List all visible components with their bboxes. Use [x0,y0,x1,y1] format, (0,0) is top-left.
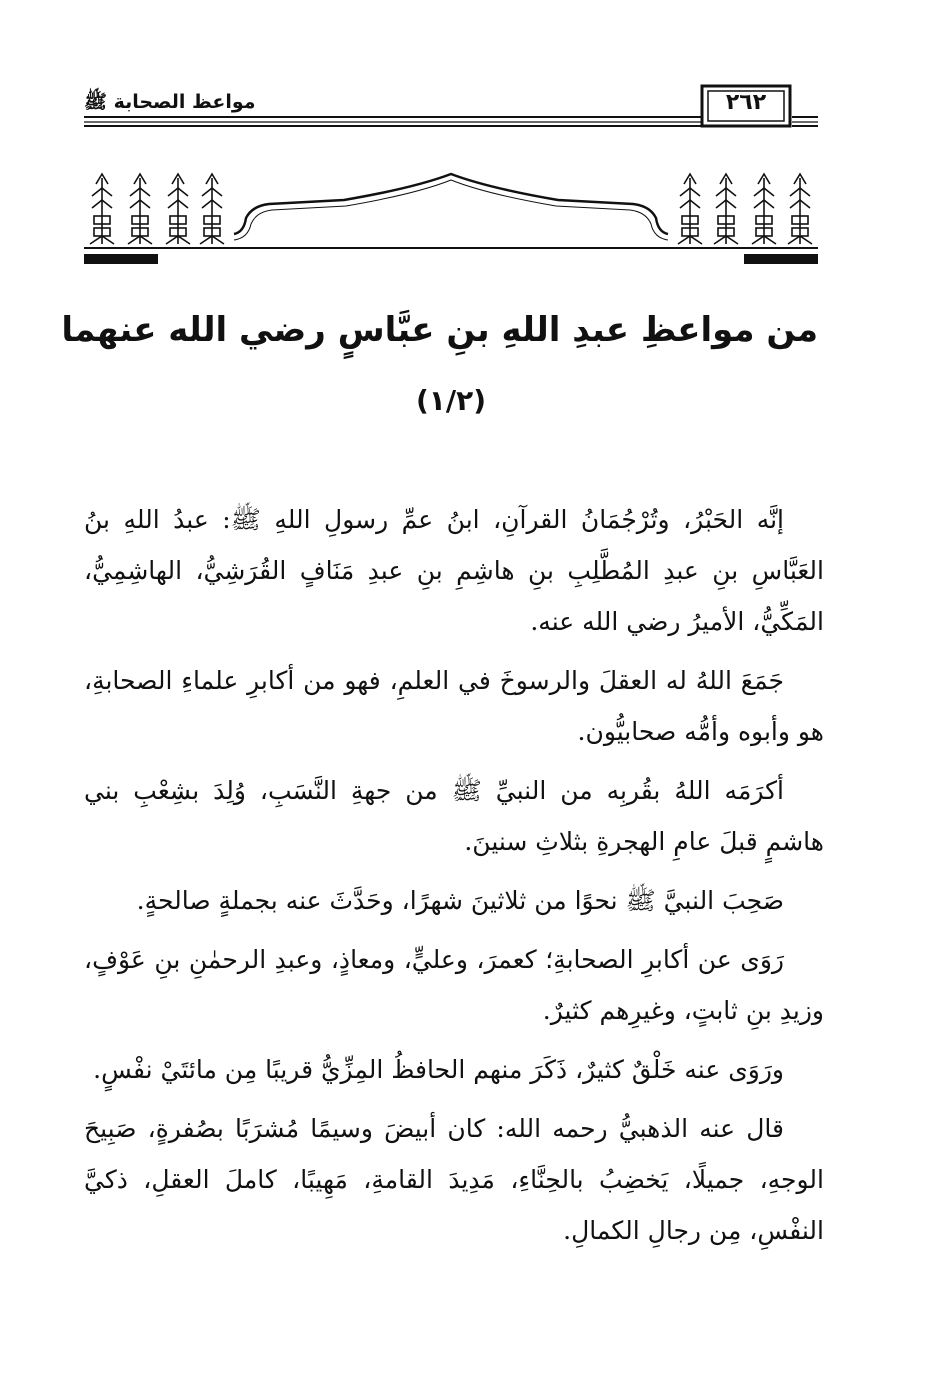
chapter-ornament [84,166,818,270]
body-text [84,494,824,1264]
page-number: ٢٦٢ [725,90,767,115]
paragraph: جَمَعَ اللهُ له العقلَ والرسوخَ في العلمِ، فهو من أكابرِ علماءِ الصحابةِ، هو وأبوه وأمُّه صحابيُّون. [84,666,824,746]
paragraph: صَحِبَ النبيَّ ﷺ نحوًا من ثلاثينَ شهرًا، وحَدَّثَ عنه بجملةٍ صالحةٍ. [136,886,784,915]
chapter-part-number: (١/٢) [416,384,486,417]
paragraph: إنَّه الحَبْرُ، وتُرْجُمَانُ القرآنِ، ابنُ عمِّ رسولِ اللهِ ﷺ: عبدُ اللهِ بنُ العَبَّاسِ بنِ عبدِ المُطَّلِبِ بنِ هاشِمِ بنِ عبدِ مَنَافٍ القُرَشِيُّ، الهاشِمِيُّ، المَكِّيُّ، الأميرُ رضي الله عنه. [84,505,824,636]
chapter-title: من مواعظِ عبدِ اللهِ بنِ عبَّاسٍ رضي الله عنهما [61,310,818,350]
paragraph: أكرَمَه اللهُ بقُربِه من النبيِّ ﷺ من جهةِ النَّسَبِ، وُلِدَ بشِعْبِ بني هاشمٍ قبلَ عامِ الهجرةِ بثلاثِ سنينَ. [84,776,824,856]
paragraph: ورَوَى عنه خَلْقٌ كثيرٌ، ذَكَرَ منهم الحافظُ المِزِّيُّ قريبًا مِن مائتَيْ نفْسٍ. [93,1055,784,1084]
header-title: مواعظ الصحابة ﷺ [84,91,256,113]
paragraph: قال عنه الذهبيُّ رحمه الله: كان أبيضَ وسيمًا مُشرَبًا بصُفرةٍ، صَبِيحَ الوجهِ، جميلًا، يَخضِبُ بالحِنَّاءِ، مَدِيدَ القامةِ، مَهِيبًا، كاملَ العقلِ، ذكيَّ النفْسِ، مِن رجالِ الكمالِ. [84,1114,824,1245]
paragraph: رَوَى عن أكابرِ الصحابةِ؛ كعمرَ، وعليٍّ، ومعاذٍ، وعبدِ الرحمٰنِ بنِ عَوْفٍ، وزيدِ بنِ ثابتٍ، وغيرِهم كثيرٌ. [84,945,824,1025]
